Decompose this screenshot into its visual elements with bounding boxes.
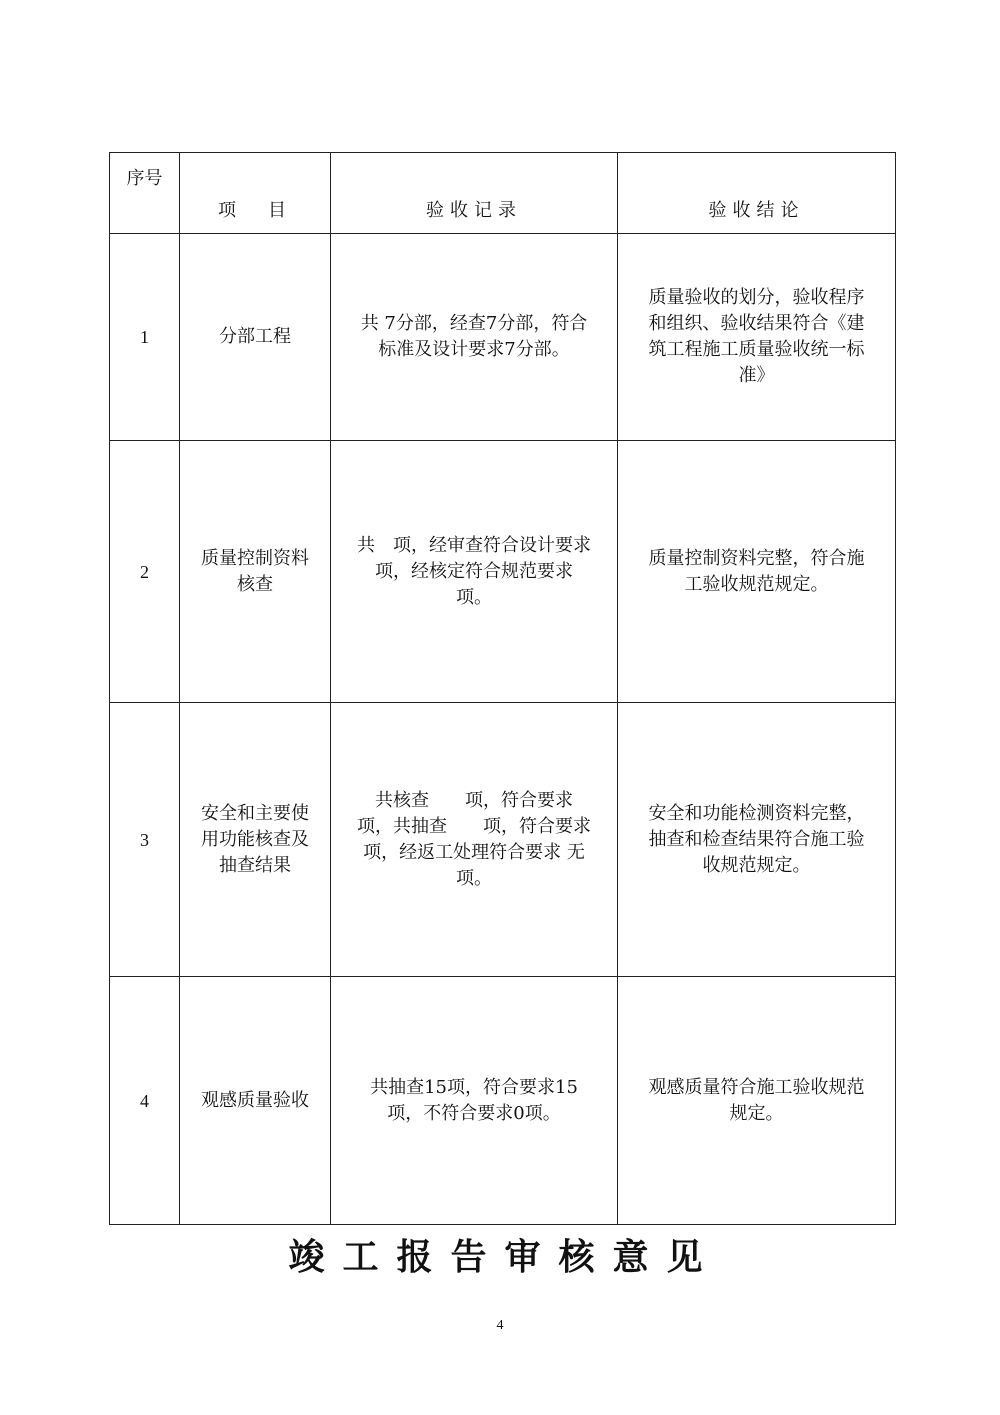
row-record: 共 7分部，经查7分部，符合 标准及设计要求7分部。	[331, 234, 618, 441]
row-conclusion: 观感质量符合施工验收规范 规定。	[618, 977, 896, 1225]
header-seq: 序号	[110, 153, 180, 234]
row-conclusion: 质量验收的划分，验收程序 和组织、验收结果符合《建 筑工程施工质量验收统一标 准》	[618, 234, 896, 441]
row-conclusion: 安全和功能检测资料完整， 抽查和检查结果符合施工验 收规范规定。	[618, 703, 896, 977]
row-conclusion: 质量控制资料完整，符合施 工验收规范规定。	[618, 441, 896, 703]
table-row	[110, 234, 896, 441]
acceptance-table-container	[109, 152, 895, 1225]
row-seq: 4	[110, 977, 180, 1225]
table-row	[110, 703, 896, 977]
header-item	[180, 153, 331, 234]
header-conclusion: 验收结论	[618, 153, 896, 234]
row-item: 分部工程	[180, 234, 331, 441]
row-seq: 2	[110, 441, 180, 703]
row-record: 共 项，经审查符合设计要求 项，经核定符合规范要求 项。	[331, 441, 618, 703]
section-title: 竣工报告审核意见	[288, 1237, 721, 1278]
header-item-part2: 目	[268, 200, 292, 221]
row-record: 共抽查15项，符合要求15 项，不符合要求0项。	[331, 977, 618, 1225]
header-record: 验收记录	[331, 153, 618, 234]
acceptance-table	[109, 152, 896, 1225]
row-record: 共核查 项，符合要求 项，共抽查 项，符合要求 项，经返工处理符合要求 无 项。	[331, 703, 618, 977]
table-header-row	[110, 153, 896, 234]
row-seq: 1	[110, 234, 180, 441]
row-item: 质量控制资料 核查	[180, 441, 331, 703]
table-row	[110, 977, 896, 1225]
header-item-part1: 项	[218, 200, 242, 221]
row-item: 安全和主要使 用功能核查及 抽查结果	[180, 703, 331, 977]
page-number: 4	[496, 1318, 504, 1333]
row-item: 观感质量验收	[180, 977, 331, 1225]
table-row	[110, 441, 896, 703]
row-seq: 3	[110, 703, 180, 977]
